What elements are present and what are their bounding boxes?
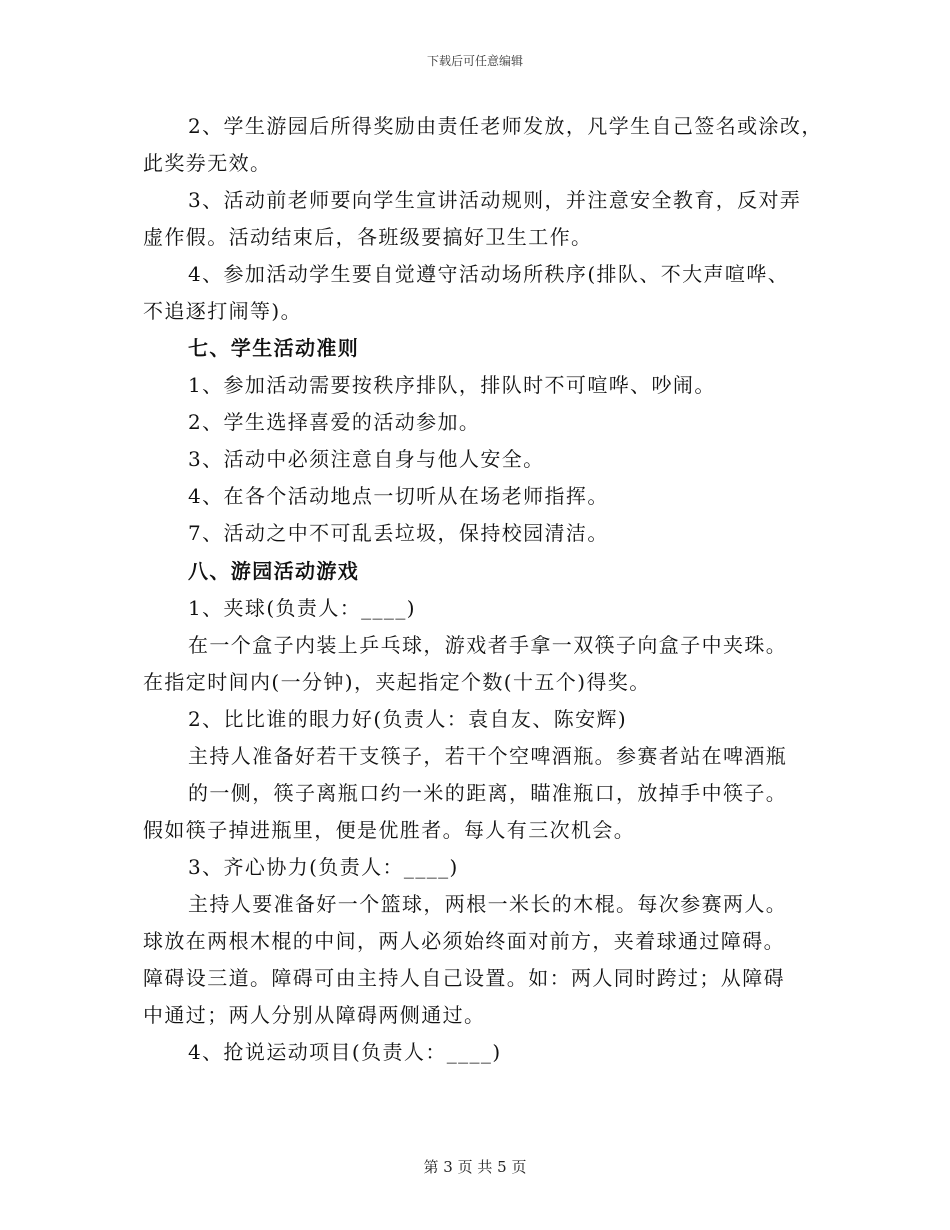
paragraph-line: 假如筷子掉进瓶里，便是优胜者。每人有三次机会。 (143, 818, 636, 842)
paragraph-line: 1、参加活动需要按秩序排队，排队时不可喧哗、吵闹。 (188, 373, 716, 397)
page-header: 下载后可任意编辑 (426, 54, 523, 68)
paragraph-line: 3、活动前老师要向学生宣讲活动规则，并注意安全教育，反对弄 (188, 188, 802, 212)
paragraph-line: 主持人准备好若干支筷子，若干个空啤酒瓶。参赛者站在啤酒瓶 (188, 744, 788, 768)
paragraph-line: 4、抢说运动项目(负责人：____) (188, 1040, 502, 1064)
paragraph-line: 2、学生选择喜爱的活动参加。 (188, 410, 481, 434)
paragraph-line: 主持人要准备好一个篮球，两根一米长的木棍。每次参赛两人。 (188, 892, 788, 916)
paragraph-line: 在一个盒子内装上乒乓球，游戏者手拿一双筷子向盒子中夹珠。 (188, 633, 788, 657)
paragraph-line: 4、在各个活动地点一切听从在场老师指挥。 (188, 484, 609, 508)
page-footer: 第 3 页 共 5 页 (423, 1158, 527, 1176)
paragraph-line: 的一侧，筷子离瓶口约一米的距离，瞄准瓶口，放掉手中筷子。 (188, 781, 788, 805)
paragraph-line: 3、齐心协力(负责人：____) (188, 855, 459, 879)
paragraph-line: 在指定时间内(一分钟)，夹起指定个数(十五个)得奖。 (143, 670, 651, 694)
paragraph-line: 虚作假。活动结束后，各班级要搞好卫生工作。 (143, 225, 593, 249)
paragraph-line: 此奖券无效。 (143, 151, 272, 175)
paragraph-line: 2、比比谁的眼力好(负责人：袁自友、陈安辉) (188, 707, 628, 731)
paragraph-line: 4、参加活动学生要自觉遵守活动场所秩序(排队、不大声喧哗、 (188, 262, 790, 286)
section-heading: 七、学生活动准则 (188, 336, 360, 360)
paragraph-line: 1、夹球(负责人：____) (188, 596, 416, 620)
paragraph-line: 球放在两根木棍的中间，两人必须始终面对前方，夹着球通过障碍。 (143, 929, 785, 953)
paragraph-line: 3、活动中必须注意自身与他人安全。 (188, 447, 545, 471)
section-heading: 八、游园活动游戏 (188, 559, 360, 583)
paragraph-line: 7、活动之中不可乱丢垃圾，保持校园清洁。 (188, 521, 609, 545)
paragraph-line: 中通过；两人分别从障碍两侧通过。 (143, 1003, 486, 1027)
paragraph-line: 2、学生游园后所得奖励由责任老师发放，凡学生自己签名或涂改， (188, 114, 823, 138)
paragraph-line: 不追逐打闹等)。 (143, 299, 303, 323)
paragraph-line: 障碍设三道。障碍可由主持人自己设置。如：两人同时跨过；从障碍 (143, 966, 785, 990)
